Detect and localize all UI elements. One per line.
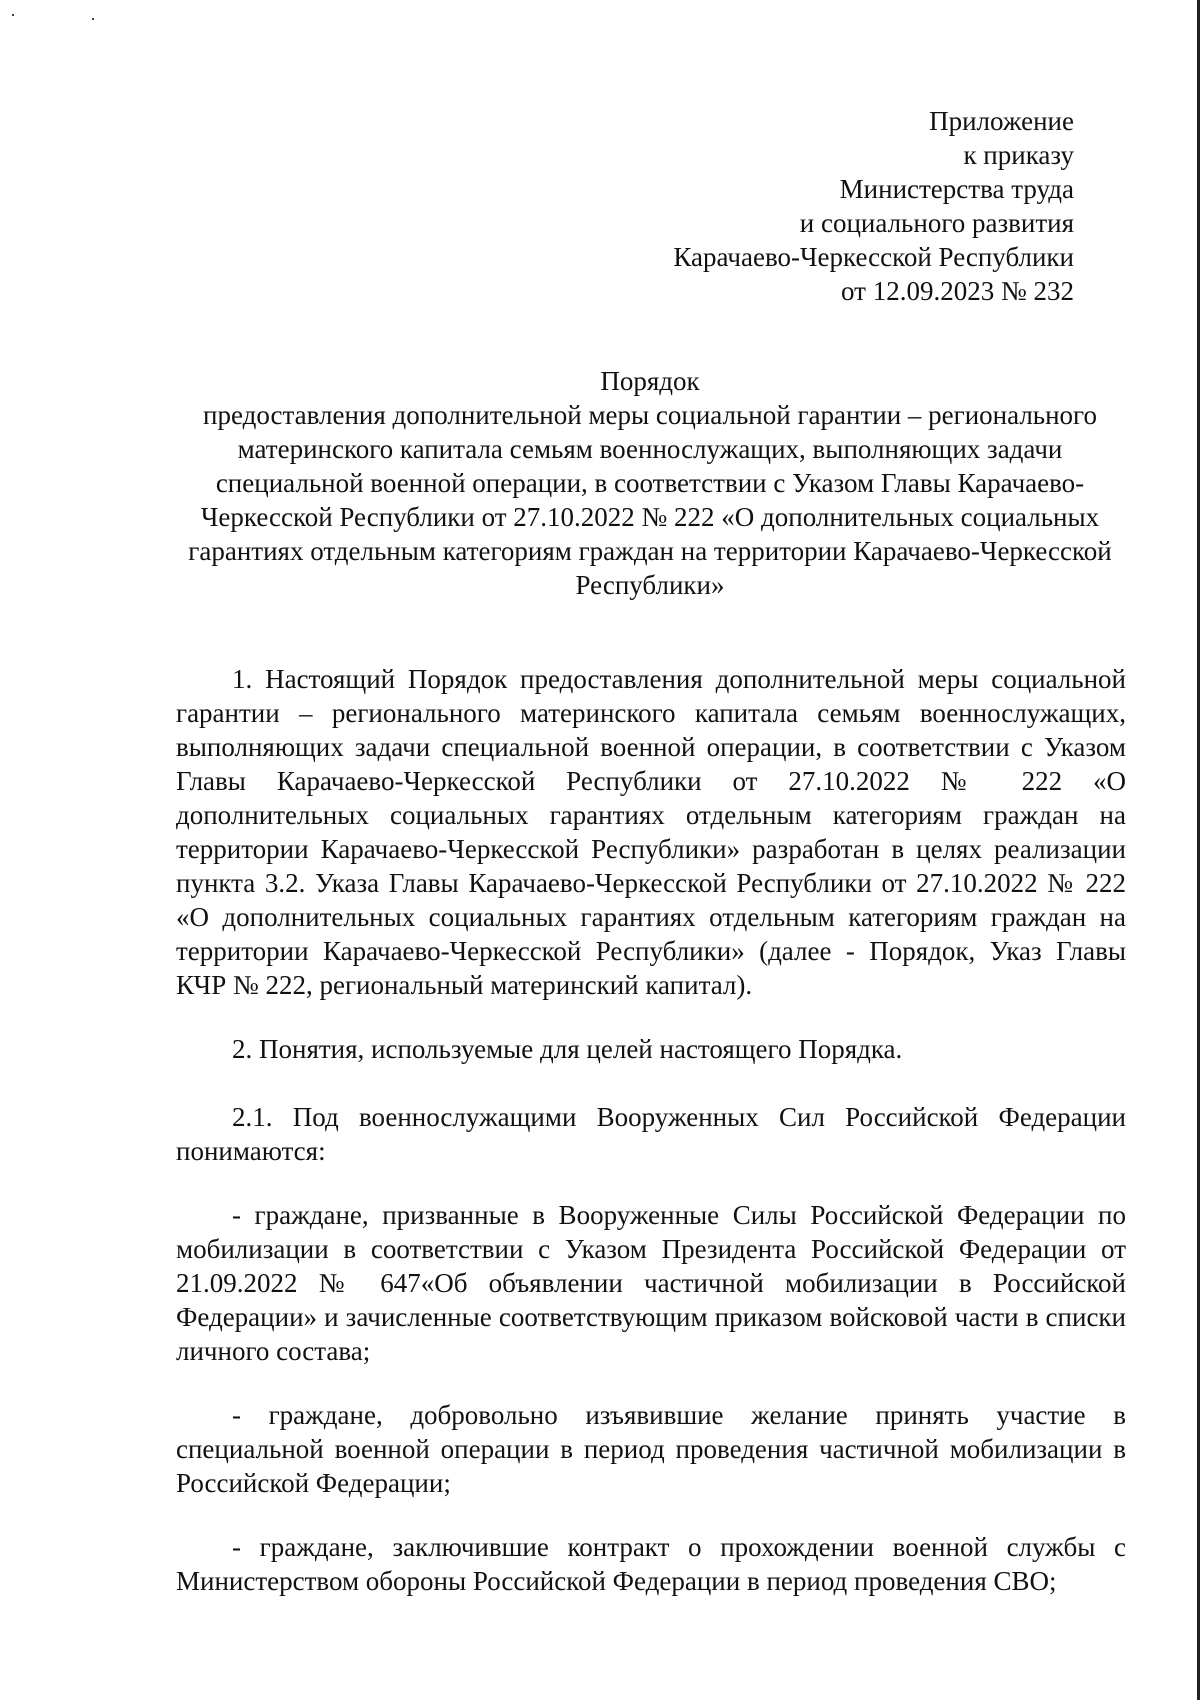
document-title — [170, 364, 1130, 602]
annex-line: к приказу — [963, 140, 1074, 170]
annex-line: и социального развития — [799, 208, 1074, 238]
scan-speck — [92, 18, 94, 20]
paragraph-2-1: 2.1. Под военнослужащими Вооруженных Сил Российской Федерации понимаются: — [176, 1102, 1126, 1166]
title-subtitle: предоставления дополнительной меры социальной гарантии – регионального материнского капитала семьям военнослужащих, выполняющих задачи специальной военной операции, в соответствии с Указом Главы Карачаево-Черкесской Республики от 27.10.2022 № 222 «О дополнительных социальных гарантиях отдельным категориям граждан на территории Карачаево-Черкесской Республики» — [188, 400, 1112, 600]
annex-date-number: от 12.09.2023 № 232 — [841, 276, 1074, 306]
paragraph-2: 2. Понятия, используемые для целей настоящего Порядка. — [232, 1034, 903, 1064]
document-body — [176, 662, 1126, 1598]
annex-header — [673, 104, 1074, 308]
list-item: - граждане, добровольно изъявившие желание принять участие в специальной военной операции в период проведения частичной мобилизации в Российской Федерации; — [176, 1400, 1126, 1498]
scan-speck — [12, 14, 14, 16]
annex-line: Приложение — [929, 106, 1074, 136]
list-item: - граждане, призванные в Вооруженные Силы Российской Федерации по мобилизации в соответствии с Указом Президента Российской Федерации от 21.09.2022 № 647«Об объявлении частичной мобилизации в Российской Федерации» и зачисленные соответствующим приказом войсковой части в списки личного состава; — [176, 1200, 1126, 1366]
list-item: - граждане, заключившие контракт о прохождении военной службы с Министерством обороны Российской Федерации в период проведения СВО; — [176, 1532, 1126, 1596]
title-heading: Порядок — [600, 366, 700, 396]
annex-line: Карачаево-Черкесской Республики — [673, 242, 1074, 272]
paragraph-1: 1. Настоящий Порядок предоставления дополнительной меры социальной гарантии – регионального материнского капитала семьям военнослужащих, выполняющих задачи специальной военной операции, в соответствии с Указом Главы Карачаево-Черкесской Республики от 27.10.2022 № 222 «О дополнительных социальных гарантиях отдельным категориям граждан на территории Карачаево-Черкесской Республики» разработан в целях реализации пункта 3.2. Указа Главы Карачаево-Черкесской Республики от 27.10.2022 № 222 «О дополнительных социальных гарантиях отдельным категориям граждан на территории Карачаево-Черкесской Республики» (далее - Порядок, Указ Главы КЧР № 222, региональный материнский капитал). — [176, 664, 1126, 1000]
annex-line: Министерства труда — [839, 174, 1074, 204]
